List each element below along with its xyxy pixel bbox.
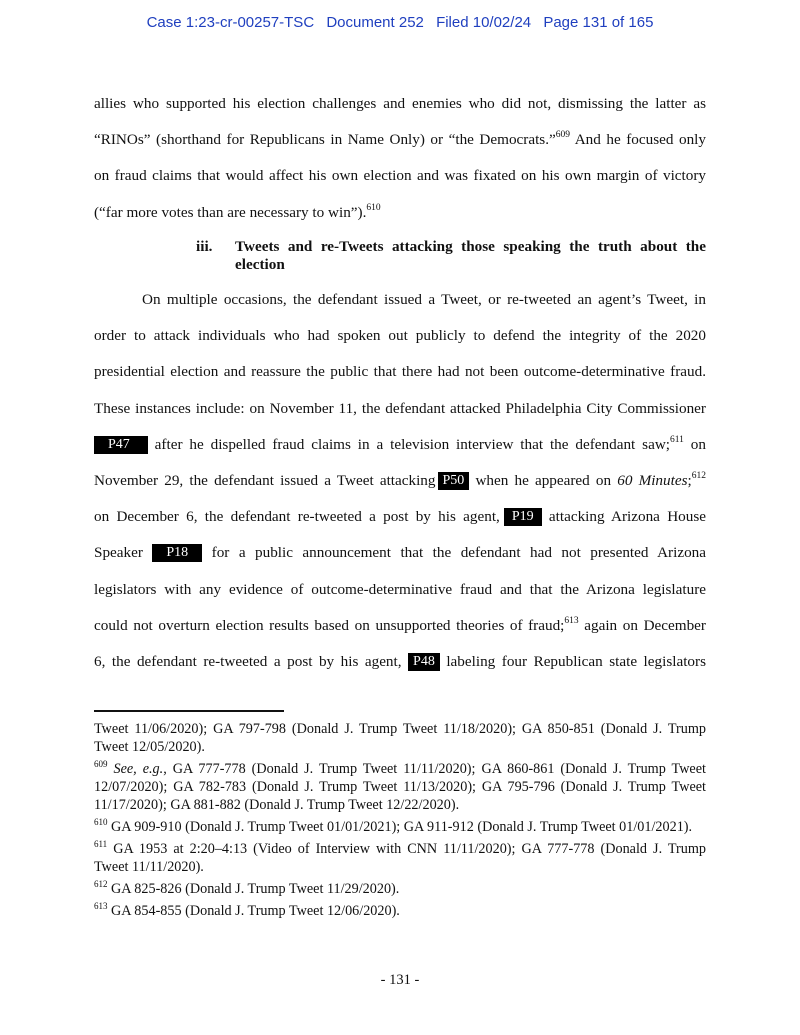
text-line: order to attack individuals who had spoken out publicly to defend the integrity of the 2020 [94,327,706,345]
section-number: iii. [196,238,213,255]
footnote-610: $^{610}$ GA 909-910 (Donald J. Trump Tweet 01/01/2021); GA 911-912 (Donald J. Trump Tweet 01/01/2021). [94,817,693,835]
text-line: These instances include: on November 11, the defendant attacked Philadelphia City Commissioner [94,399,706,417]
filed-date: Filed 10/02/24 [436,14,532,31]
case-header [0,14,800,31]
text-line: November 29, the defendant issued a Tweet attacking P50 when he appeared on 60 Minutes;$^{612}$ [94,471,706,490]
document-number: Document 252 [326,14,424,31]
redaction-box: P19 [504,508,542,526]
text-line: on fraud claims that would affect his own election and was fixated on his own margin of victory [94,167,706,185]
footnote-612: $^{612}$ GA 825-826 (Donald J. Trump Tweet 11/29/2020). [94,879,400,897]
text-line: 6, the defendant re-tweeted a post by his agent, P48 labeling four Republican state legislators [94,653,706,671]
footnote-ref-610: 610 [366,202,381,213]
text-line: (“far more votes than are necessary to win”).$^{610}$ [94,202,381,221]
text-line: could not overturn election results based on unsupported theories of fraud;$^{613}$ again on December [94,615,706,634]
body-paragraph [94,282,706,680]
text-line: on December 6, the defendant re-tweeted a post by his agent, P19 attacking Arizona House [94,508,706,526]
top-paragraph [94,86,706,231]
footnote-ref-613: 613 [564,615,579,626]
footnote-ref-612: 612 [691,471,706,482]
text-line: allies who supported his election challenges and enemies who did not, dismissing the latter as [94,95,706,112]
case-number: Case 1:23-cr-00257-TSC [146,14,315,31]
footnote-continuation: Tweet 11/06/2020); GA 797-798 (Donald J. Trump Tweet 11/18/2020); GA 850-851 (Donald J. Trump Tweet 12/05/2020). [94,721,706,755]
footnotes [94,720,706,924]
redaction-box: P50 [438,472,470,490]
redaction-box: P47 [94,436,148,454]
text-line: “RINOs” (shorthand for Republicans in Name Only) or “the Democrats.”$^{609}$ And he focused only [94,130,706,149]
footnote-609: $^{609}$ See, e.g., GA 777-778 (Donald J. Trump Tweet 11/11/2020); GA 860-861 (Donald J. Trump Tweet 12/07/2020); GA 782-783 (Donald J. Trump Tweet 11/13/2020); GA 795-796 (Donald J. Trump Tweet 11/17/2020); GA 881-882 (Donald J. Trump Tweet 12/22/2020). [94,759,706,813]
footnote-divider [94,710,284,712]
text-line: Speaker P18 for a public announcement that the defendant had not presented Arizona [94,544,707,562]
text-line: P47 after he dispelled fraud claims in a television interview that the defendant saw;$^{611}$ on [94,427,706,463]
text-line: legislators with any evidence of outcome-determinative fraud and that the Arizona legislature [94,580,706,598]
text-line: On multiple occasions, the defendant issued a Tweet, or re-tweeted an agent’s Tweet, in [142,291,706,308]
footnote-ref-609: 609 [555,130,571,141]
footnote-613: $^{613}$ GA 854-855 (Donald J. Trump Tweet 12/06/2020). [94,901,400,919]
page-indicator: Page 131 of 165 [543,14,654,31]
section-title: Tweets and re-Tweets attacking those speaking the truth about the election [235,238,706,273]
text-line: presidential election and reassure the public that there had not been outcome-determinative fraud. [94,363,706,381]
footnote-ref-611: 611 [670,434,684,445]
page-number: - 131 - [380,972,420,988]
redaction-box: P48 [408,653,440,671]
footnote-611: $^{611}$ GA 1953 at 2:20–4:13 (Video of Interview with CNN 11/11/2020); GA 777-778 (Donald J. Trump Tweet 11/11/2020). [94,839,706,875]
redaction-box: P18 [152,544,202,562]
